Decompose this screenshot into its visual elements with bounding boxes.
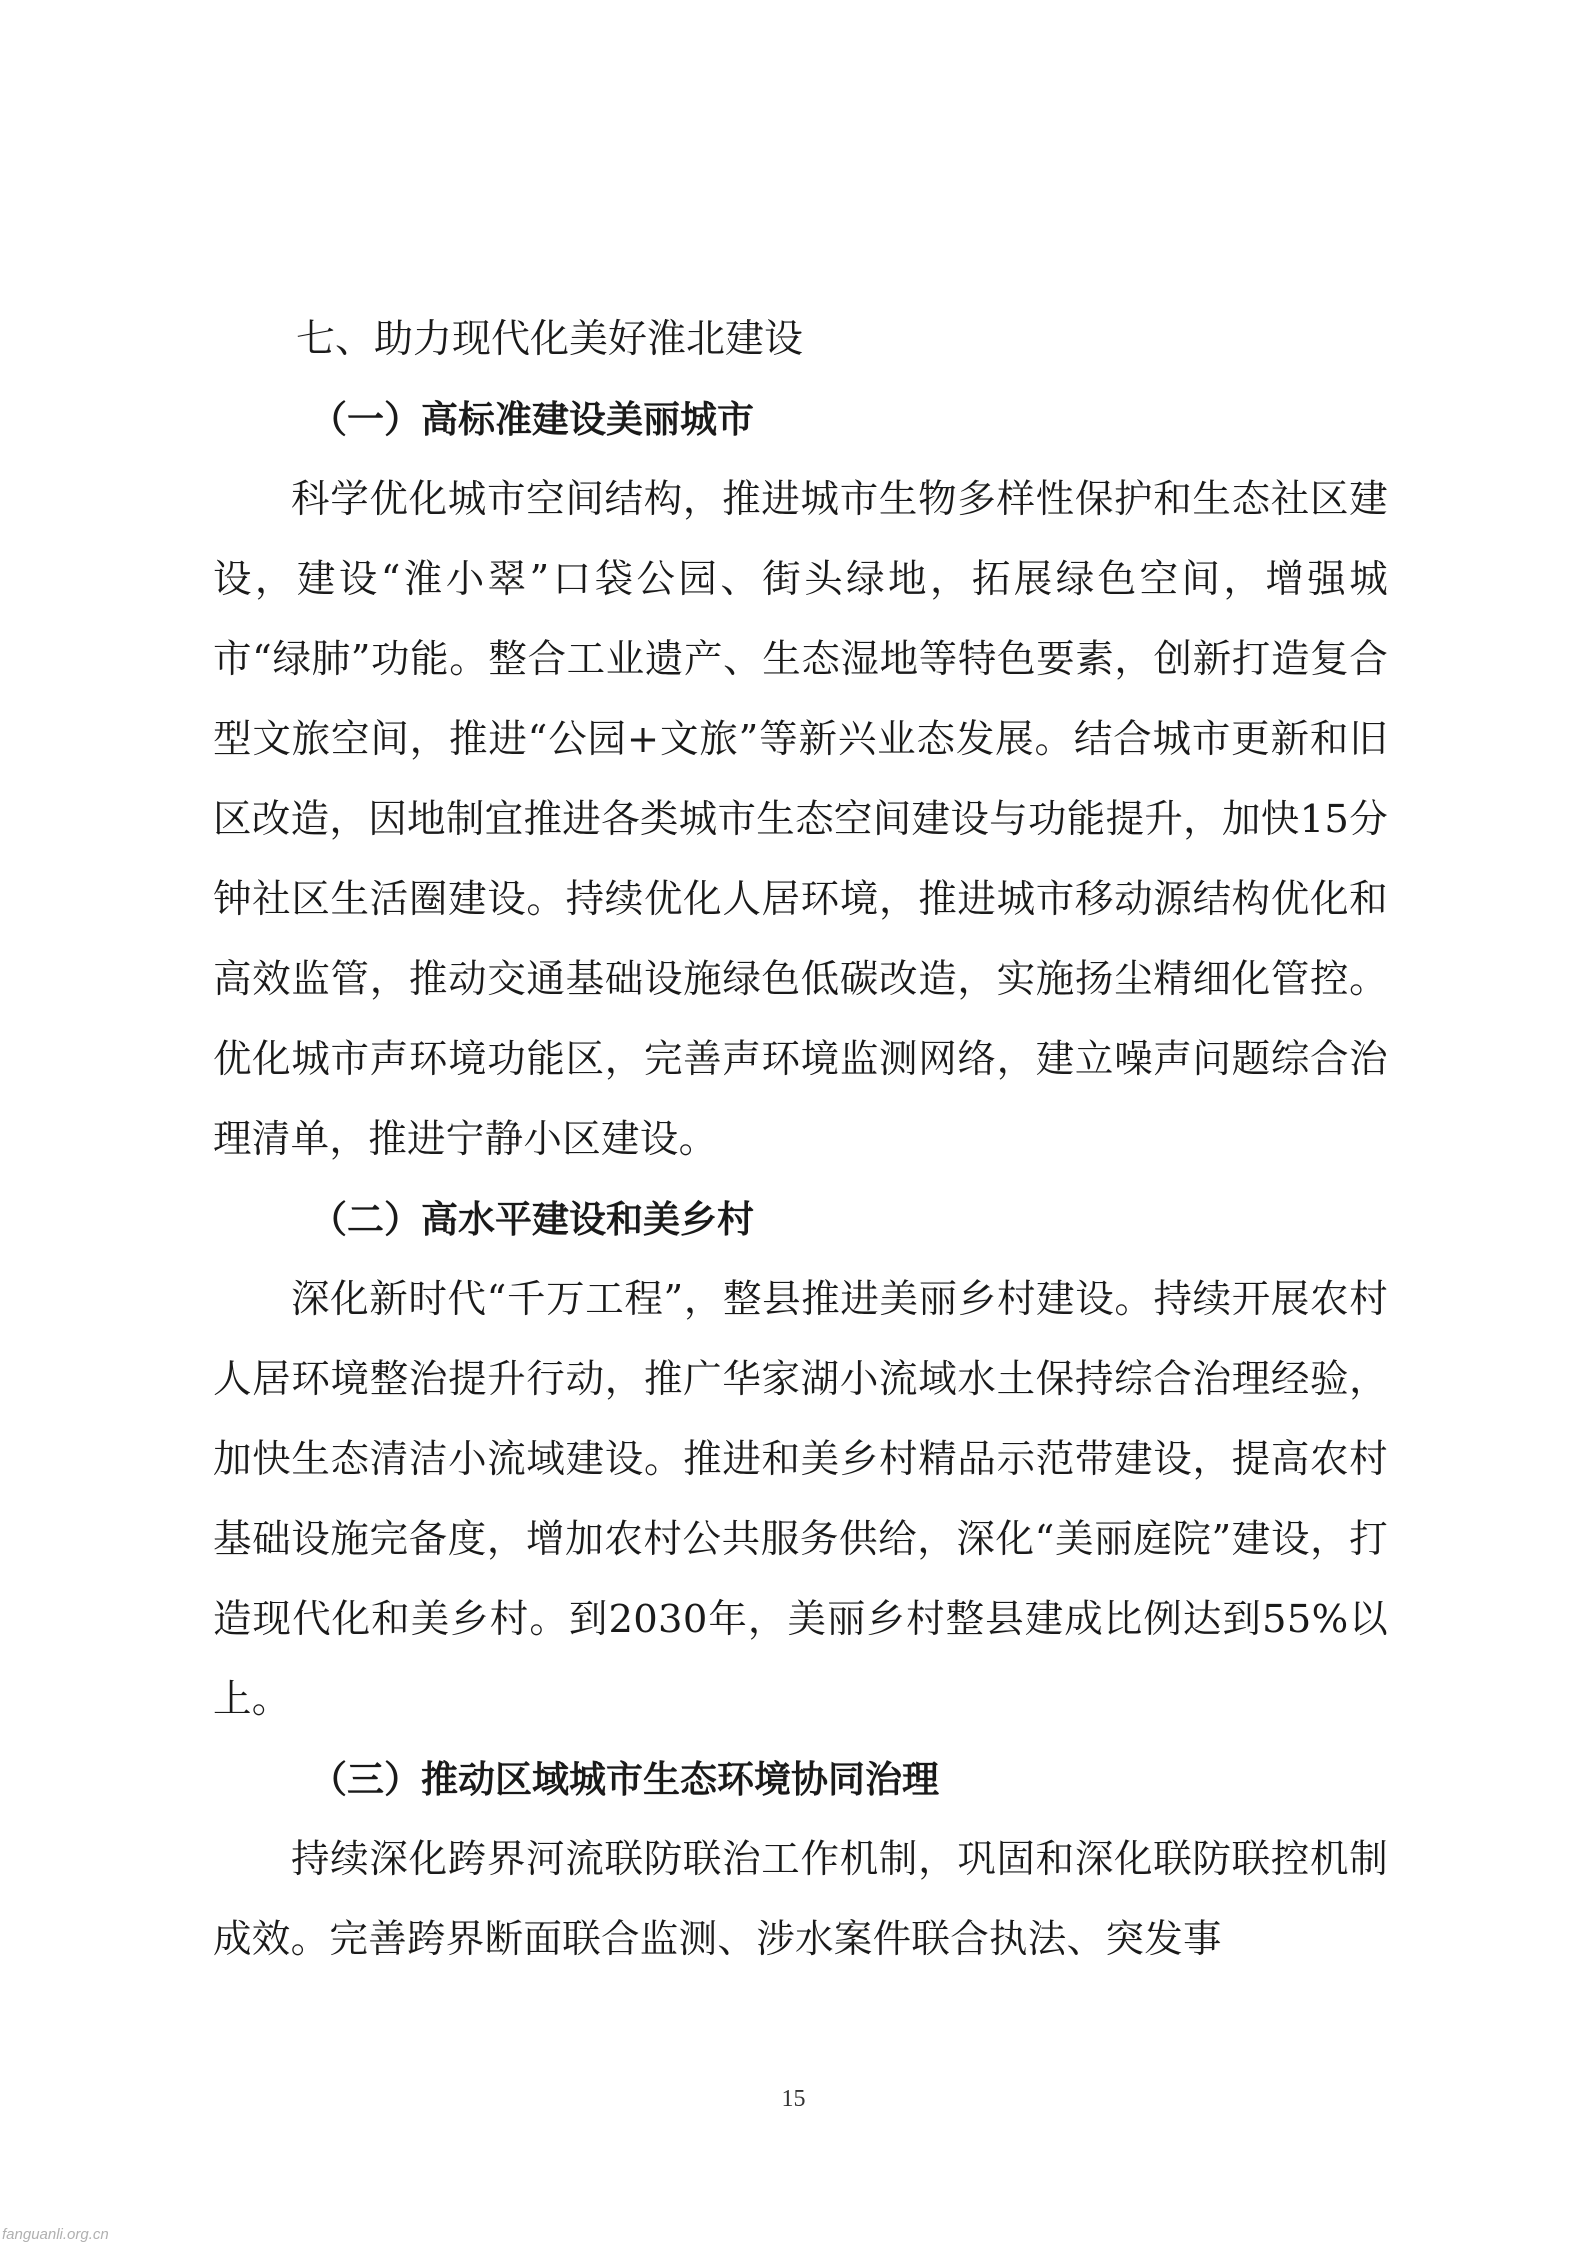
watermark-text: fanguanli.org.cn <box>2 2226 109 2243</box>
section-title: 七、助力现代化美好淮北建设 <box>296 317 804 362</box>
paragraph-regional-governance: 持续深化跨界河流联防联治工作机制，巩固和深化联防联控机制成效。完善跨界断面联合监测、涉水案件联合执法、突发事 <box>213 1837 1388 1962</box>
document-body <box>213 300 1388 1980</box>
page-number: 15 <box>781 2086 806 2112</box>
subsection-title-2: （二）高水平建设和美乡村 <box>310 1198 754 1241</box>
subsection-title-3: （三）推动区域城市生态环境协同治理 <box>310 1758 939 1801</box>
subsection-title-1: （一）高标准建设美丽城市 <box>310 398 754 441</box>
paragraph-beautiful-city: 科学优化城市空间结构，推进城市生物多样性保护和生态社区建设，建设“淮小翠”口袋公园、街头绿地，拓展绿色空间，增强城市“绿肺”功能。整合工业遗产、生态湿地等特色要素，创新打造复合型文旅空间，推进“公园+文旅”等新兴业态发展。结合城市更新和旧区改造，因地制宜推进各类城市生态空间建设与功能提升，加快15分钟社区生活圈建设。持续优化人居环境，推进城市移动源结构优化和高效监管，推动交通基础设施绿色低碳改造，实施扬尘精细化管控。优化城市声环境功能区，完善声环境监测网络，建立噪声问题综合治理清单，推进宁静小区建设。 <box>213 477 1388 1162</box>
paragraph-harmonious-village: 深化新时代“千万工程”，整县推进美丽乡村建设。持续开展农村人居环境整治提升行动，推广华家湖小流域水土保持综合治理经验，加快生态清洁小流域建设。推进和美乡村精品示范带建设，提高农村基础设施完备度，增加农村公共服务供给，深化“美丽庭院”建设，打造现代化和美乡村。到2030年，美丽乡村整县建成比例达到55%以上。 <box>213 1277 1388 1722</box>
